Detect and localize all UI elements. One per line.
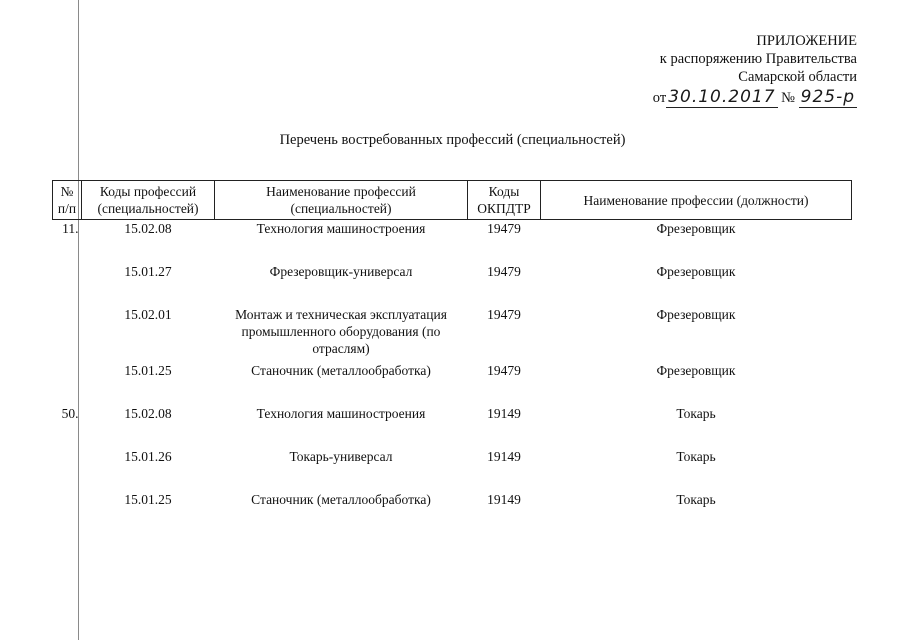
appendix-block <box>653 32 857 110</box>
row-okpdtr: 19479 <box>487 307 521 322</box>
number-prefix: № <box>781 90 795 106</box>
row-position: Фрезеровщик <box>656 221 736 236</box>
row-position: Токарь <box>676 492 716 507</box>
row-code: 15.02.08 <box>124 221 172 236</box>
table-row <box>53 491 852 534</box>
row-position: Фрезеровщик <box>656 264 736 279</box>
row-position: Фрезеровщик <box>656 363 736 378</box>
professions-table <box>52 180 852 534</box>
row-code: 15.01.26 <box>124 449 172 464</box>
table-row <box>53 220 852 264</box>
header-position: Наименование профессии (должности) <box>541 181 852 220</box>
row-num: 50. <box>61 406 79 421</box>
row-name: Технология машиностроения <box>256 221 426 236</box>
date-prefix: от <box>652 90 667 106</box>
row-num <box>53 491 82 534</box>
row-name: Фрезеровщик-универсал <box>269 264 413 279</box>
row-code: 15.01.25 <box>124 363 172 378</box>
header-codes: Коды профессий (специальностей) <box>82 181 215 220</box>
header-name: Наименование профессий (специальностей) <box>215 181 468 220</box>
row-num <box>53 362 82 405</box>
row-code: 15.01.27 <box>124 264 172 279</box>
row-okpdtr: 19479 <box>487 221 521 236</box>
document-title: Перечень востребованных профессий (специальностей) <box>279 132 626 148</box>
row-okpdtr: 19149 <box>487 492 521 507</box>
header-num: № п/п <box>53 181 82 220</box>
row-code: 15.01.25 <box>124 492 172 507</box>
table-row <box>53 448 852 491</box>
row-position: Токарь <box>676 406 716 421</box>
row-okpdtr: 19149 <box>487 449 521 464</box>
row-num <box>53 306 82 362</box>
row-name: Технология машиностроения <box>256 406 426 421</box>
row-num <box>53 448 82 491</box>
row-num: 11. <box>62 221 79 236</box>
row-name: Станочник (металлообработка) <box>251 363 431 378</box>
appendix-title: ПРИЛОЖЕНИЕ <box>756 33 857 49</box>
row-name: Токарь-универсал <box>289 449 393 464</box>
row-name: Монтаж и техническая эксплуатация промышленного оборудования (по отраслям) <box>235 307 447 356</box>
row-code: 15.02.01 <box>124 307 172 322</box>
handwritten-number: 925-р <box>800 87 855 107</box>
table-row <box>53 405 852 448</box>
appendix-line-2: Самарской области <box>738 69 857 85</box>
row-position: Токарь <box>676 449 716 464</box>
row-position: Фрезеровщик <box>656 307 736 322</box>
row-num <box>53 263 82 306</box>
row-name: Станочник (металлообработка) <box>251 492 431 507</box>
appendix-line-1: к распоряжению Правительства <box>659 51 857 67</box>
header-okpdtr: Коды ОКПДТР <box>468 181 541 220</box>
row-code: 15.02.08 <box>124 406 172 421</box>
row-okpdtr: 19149 <box>487 406 521 421</box>
appendix-date-line <box>653 88 857 110</box>
row-okpdtr: 19479 <box>487 363 521 378</box>
row-okpdtr: 19479 <box>487 264 521 279</box>
table-row <box>53 263 852 306</box>
table-row <box>53 362 852 405</box>
handwritten-date: 30.10.2017 <box>668 87 776 107</box>
table-header-row <box>53 181 852 220</box>
table-row <box>53 306 852 362</box>
